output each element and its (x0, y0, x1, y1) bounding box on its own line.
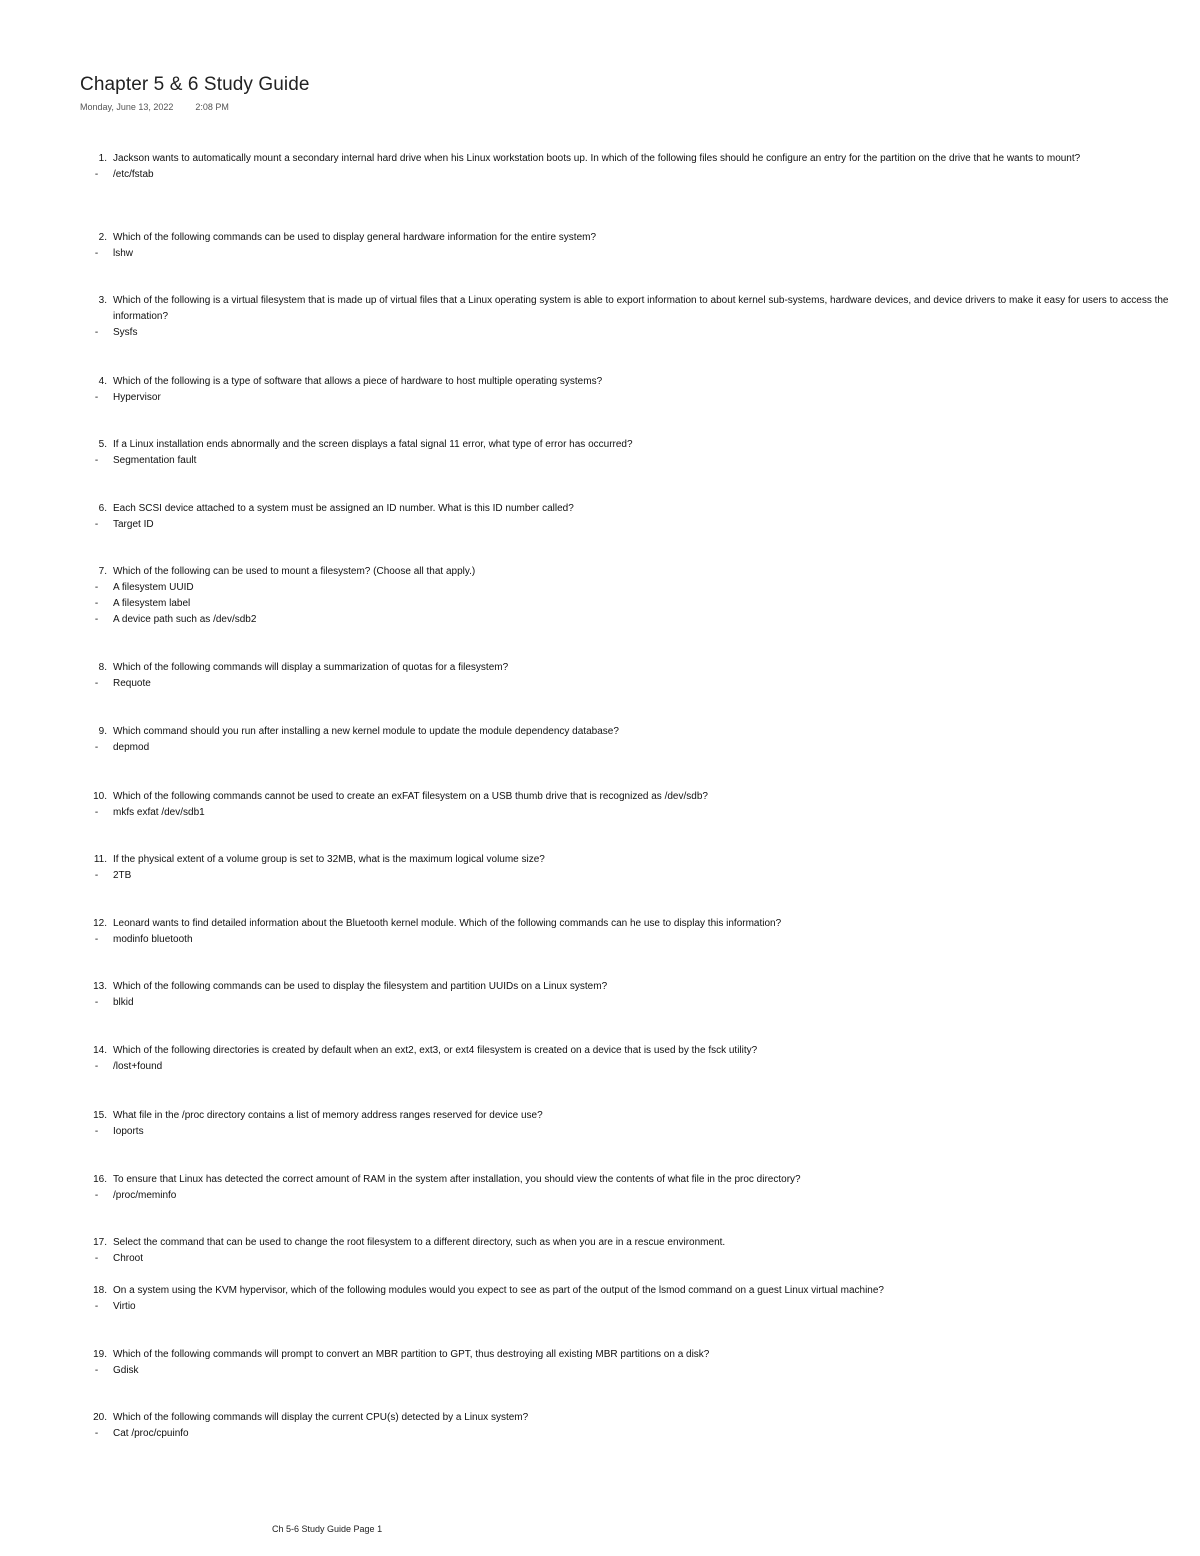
question-text: Leonard wants to find detailed information about the Bluetooth kernel module. Which of the following commands can he use to display this information? (113, 918, 782, 929)
question-number: 20. (93, 1412, 107, 1423)
question-text: Which of the following commands can be used to display general hardware information for the entire system? (113, 232, 597, 243)
question-text: Which of the following is a virtual filesystem that is made up of virtual files that a Linux operating system is able to export information to about kernel sub-systems, hardware devices, and device drivers to make it easy for users to access the information? (113, 295, 1169, 322)
question-line (80, 1172, 1190, 1188)
answer-text: modinfo bluetooth (113, 934, 193, 945)
answer-item (80, 1059, 1190, 1075)
question-line (80, 374, 1190, 390)
question-item (80, 437, 1190, 469)
question-text: Which of the following directories is created by default when an ext2, ext3, or ext4 filesystem is created on a device that is used by the fsck utility? (113, 1045, 758, 1056)
answer-text: /lost+found (113, 1061, 163, 1072)
answer-text: Gdisk (113, 1365, 139, 1376)
page-meta (80, 102, 229, 112)
question-number: 19. (93, 1349, 107, 1360)
answer-text: Virtio (113, 1301, 136, 1312)
question-line (80, 151, 1190, 167)
question-line (80, 789, 1190, 805)
question-number: 10. (93, 791, 107, 802)
question-line (80, 660, 1190, 676)
question-item (80, 564, 1190, 628)
question-item (80, 1172, 1190, 1204)
question-item (80, 230, 1190, 262)
question-line (80, 1108, 1190, 1124)
question-line (80, 1283, 1190, 1299)
question-item (80, 916, 1190, 948)
question-text: Each SCSI device attached to a system must be assigned an ID number. What is this ID number called? (113, 503, 574, 514)
time-stamp: 2:08 PM (195, 102, 229, 112)
question-number: 9. (98, 726, 107, 737)
question-number: 4. (98, 376, 107, 387)
question-number: 18. (93, 1285, 107, 1296)
question-line (80, 1043, 1190, 1059)
answer-item (80, 1251, 1190, 1267)
question-line (80, 724, 1190, 740)
question-line (80, 1347, 1190, 1363)
question-line (80, 501, 1190, 517)
answer-text: depmod (113, 742, 150, 753)
question-text: Which of the following commands can be used to display the filesystem and partition UUIDs on a Linux system? (113, 981, 608, 992)
answer-item (80, 676, 1190, 692)
bullet-dash: - (94, 169, 99, 180)
answer-text: A filesystem UUID (113, 582, 194, 593)
bullet-dash: - (94, 455, 99, 466)
question-item (80, 1235, 1190, 1267)
answer-item (80, 1299, 1190, 1315)
question-item (80, 151, 1190, 183)
bullet-dash: - (94, 582, 99, 593)
question-text: Select the command that can be used to change the root filesystem to a different directory, such as when you are in a rescue environment. (113, 1237, 726, 1248)
question-text: Which of the following can be used to mount a filesystem? (Choose all that apply.) (113, 566, 476, 577)
question-item (80, 852, 1190, 884)
bullet-dash: - (94, 870, 99, 881)
question-line (80, 979, 1190, 995)
question-text: To ensure that Linux has detected the correct amount of RAM in the system after installation, you should view the contents of what file in the proc directory? (113, 1174, 801, 1185)
answer-text: Target ID (113, 519, 154, 530)
answer-item (80, 868, 1190, 884)
answer-item (80, 453, 1190, 469)
question-text: On a system using the KVM hypervisor, which of the following modules would you expect to see as part of the output of the lsmod command on a guest Linux virtual machine? (113, 1285, 884, 1296)
question-text: Which of the following commands will display a summarization of quotas for a filesystem? (113, 662, 509, 673)
answer-item (80, 580, 1190, 596)
question-item (80, 1283, 1190, 1315)
question-item (80, 1410, 1190, 1442)
answer-item (80, 596, 1190, 612)
question-item (80, 501, 1190, 533)
bullet-dash: - (94, 598, 99, 609)
bullet-dash: - (94, 1126, 99, 1137)
question-number: 5. (98, 439, 107, 450)
answer-item (80, 1188, 1190, 1204)
question-number: 1. (98, 153, 107, 164)
bullet-dash: - (94, 1428, 99, 1439)
question-item (80, 724, 1190, 756)
question-line (80, 437, 1190, 453)
answer-text: blkid (113, 997, 134, 1008)
question-line (80, 1410, 1190, 1426)
bullet-dash: - (94, 519, 99, 530)
question-item (80, 374, 1190, 406)
bullet-dash: - (94, 1253, 99, 1264)
bullet-dash: - (94, 1365, 99, 1376)
bullet-dash: - (94, 614, 99, 625)
question-text: Which of the following commands will prompt to convert an MBR partition to GPT, thus destroying all existing MBR partitions on a disk? (113, 1349, 710, 1360)
question-line (80, 293, 1190, 325)
answer-item (80, 932, 1190, 948)
bullet-dash: - (94, 327, 99, 338)
question-number: 14. (93, 1045, 107, 1056)
answer-text: A device path such as /dev/sdb2 (113, 614, 257, 625)
bullet-dash: - (94, 392, 99, 403)
answer-item (80, 612, 1190, 628)
question-item (80, 1347, 1190, 1379)
bullet-dash: - (94, 997, 99, 1008)
question-number: 11. (93, 854, 107, 865)
answer-text: /etc/fstab (113, 169, 154, 180)
page-footer: Ch 5-6 Study Guide Page 1 (272, 1524, 383, 1534)
question-line (80, 564, 1190, 580)
question-number: 7. (98, 566, 107, 577)
question-item (80, 1108, 1190, 1140)
question-number: 17. (93, 1237, 107, 1248)
answer-item (80, 995, 1190, 1011)
answer-text: lshw (113, 248, 134, 259)
question-number: 12. (93, 918, 107, 929)
question-number: 15. (93, 1110, 107, 1121)
question-number: 8. (98, 662, 107, 673)
answer-text: Chroot (113, 1253, 144, 1264)
answer-text: Hypervisor (113, 392, 161, 403)
bullet-dash: - (94, 807, 99, 818)
answer-item (80, 390, 1190, 406)
answer-item (80, 167, 1190, 183)
question-text: If the physical extent of a volume group is set to 32MB, what is the maximum logical volume size? (113, 854, 545, 865)
question-number: 16. (93, 1174, 107, 1185)
answer-item (80, 246, 1190, 262)
question-line (80, 852, 1190, 868)
question-number: 13. (93, 981, 107, 992)
question-line (80, 916, 1190, 932)
answer-item (80, 740, 1190, 756)
question-item (80, 789, 1190, 821)
bullet-dash: - (94, 1190, 99, 1201)
answer-item (80, 1363, 1190, 1379)
answer-text: Ioports (113, 1126, 144, 1137)
question-item (80, 660, 1190, 692)
answer-item (80, 805, 1190, 821)
answer-text: Cat /proc/cpuinfo (113, 1428, 189, 1439)
answer-text: Segmentation fault (113, 455, 197, 466)
question-text: Which command should you run after installing a new kernel module to update the module dependency database? (113, 726, 619, 737)
answer-text: 2TB (113, 870, 132, 881)
answer-text: A filesystem label (113, 598, 191, 609)
bullet-dash: - (94, 248, 99, 259)
question-number: 3. (98, 295, 107, 306)
question-text: Jackson wants to automatically mount a secondary internal hard drive when his Linux workstation boots up. In which of the following files should he configure an entry for the partition on the drive that he wants to mount? (113, 153, 1081, 164)
answer-item (80, 1124, 1190, 1140)
question-line (80, 230, 1190, 246)
bullet-dash: - (94, 742, 99, 753)
question-number: 2. (98, 232, 107, 243)
question-text: What file in the /proc directory contains a list of memory address ranges reserved for device use? (113, 1110, 543, 1121)
question-item (80, 1043, 1190, 1075)
answer-text: mkfs exfat /dev/sdb1 (113, 807, 205, 818)
answer-item (80, 1426, 1190, 1442)
page-title: Chapter 5 & 6 Study Guide (80, 74, 310, 95)
question-number: 6. (98, 503, 107, 514)
answer-text: /proc/meminfo (113, 1190, 177, 1201)
question-text: Which of the following commands cannot be used to create an exFAT filesystem on a USB thumb drive that is recognized as /dev/sdb? (113, 791, 708, 802)
question-text: Which of the following is a type of software that allows a piece of hardware to host multiple operating systems? (113, 376, 603, 387)
bullet-dash: - (94, 934, 99, 945)
question-text: If a Linux installation ends abnormally and the screen displays a fatal signal 11 error, what type of error has occurred? (113, 439, 633, 450)
date-stamp: Monday, June 13, 2022 (80, 102, 174, 112)
bullet-dash: - (94, 1301, 99, 1312)
answer-item (80, 517, 1190, 533)
question-item (80, 979, 1190, 1011)
bullet-dash: - (94, 1061, 99, 1072)
question-item (80, 293, 1190, 341)
question-text: Which of the following commands will display the current CPU(s) detected by a Linux system? (113, 1412, 529, 1423)
question-line (80, 1235, 1190, 1251)
answer-item (80, 325, 1190, 341)
answer-text: Sysfs (113, 327, 138, 338)
bullet-dash: - (94, 678, 99, 689)
answer-text: Requote (113, 678, 151, 689)
